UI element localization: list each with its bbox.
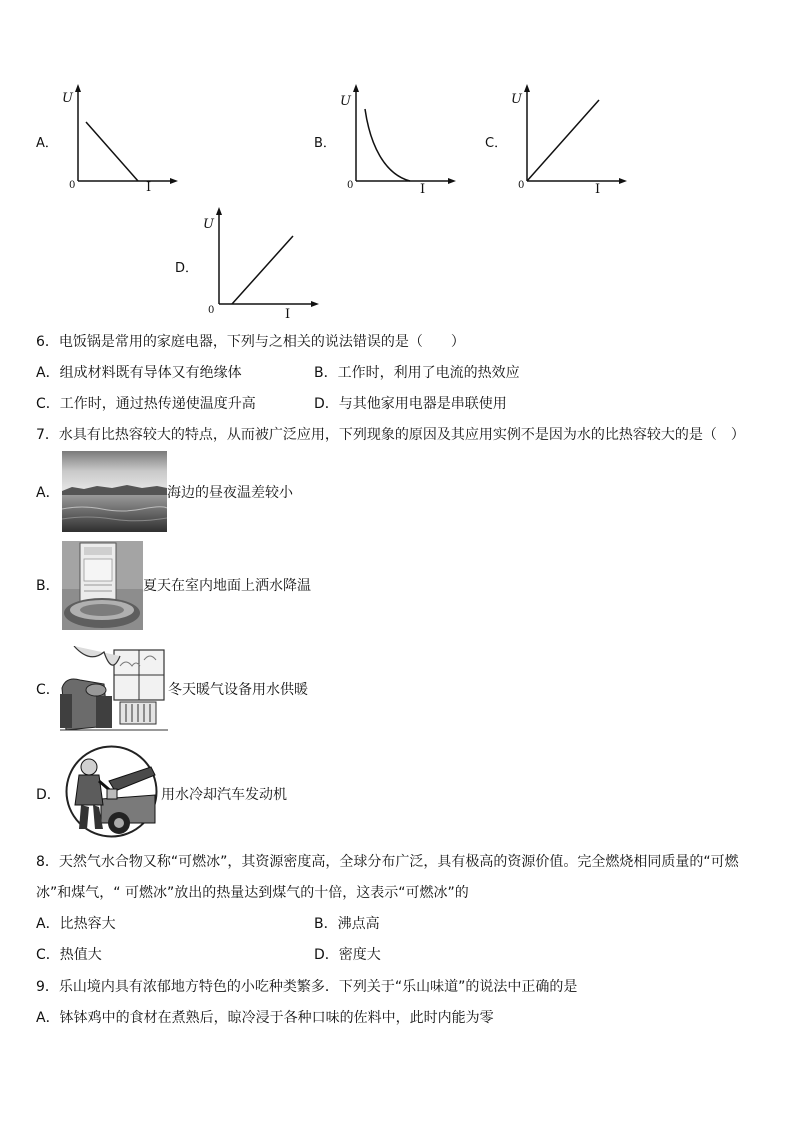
graph-a-line [86,122,138,181]
graph-b-x-label: I [420,182,426,197]
q6-option-a: A．组成材料既有导体又有绝缘体 [36,365,242,381]
graph-a-y-label: U [62,91,73,106]
q7-option-c-text: 冬天暖气设备用水供暖 [168,682,308,698]
q7-option-a-letter: A． [36,485,60,501]
q6-option-d: D．与其他家用电器是串联使用 [314,396,507,412]
graph-c-line [527,100,599,181]
q8-stem-line1: 8．天然气水合物又称“可燃冰”，其资源密度高，全球分布广泛，具有极高的资源价值。完全燃烧相同质量的“可燃 [36,854,739,870]
graph-d-origin: 0 [208,305,215,316]
q7-option-c-letter: C． [36,682,60,698]
q8-option-b: B．沸点高 [314,916,380,932]
q7-option-a-text: 海边的昼夜温差较小 [167,485,293,501]
q7-option-b-text: 夏天在室内地面上洒水降温 [143,578,311,594]
graph-b-plot [344,84,464,188]
graph-d-y-label: U [203,217,214,232]
graph-b [314,84,464,196]
q6-option-b: B．工作时，利用了电流的热效应 [314,365,520,381]
q7-option-d-text: 用水冷却汽车发动机 [161,787,287,803]
graph-c-y-label: U [511,92,522,107]
graph-d-letter: D． [175,261,199,276]
graph-b-letter: B． [314,136,336,151]
q7-option-b-letter: B． [36,578,60,594]
q8-stem-line2: 冰”和煤气，“ 可燃冰”放出的热量达到煤气的十倍，这表示“可燃冰”的 [36,885,469,901]
graph-b-curve [365,109,410,181]
q8-option-c: C．热值大 [36,947,102,963]
q9-stem: 9．乐山境内具有浓郁地方特色的小吃种类繁多．下列关于“乐山味道”的说法中正确的是 [36,979,578,995]
graph-a [36,84,186,196]
graph-c-x-label: I [595,182,601,197]
graph-b-origin: 0 [347,180,354,191]
graph-a-origin: 0 [69,180,76,191]
graph-c [485,84,635,196]
graph-c-plot [515,84,635,188]
graph-d-plot [207,207,327,311]
seaside-photo [62,451,167,532]
graph-d [175,207,325,325]
graph-a-letter: A． [36,136,58,151]
q8-option-a: A．比热容大 [36,916,116,932]
graph-c-letter: C． [485,136,508,151]
q9-option-a: A．钵钵鸡中的食材在煮熟后，晾冷浸于各种口味的佐料中，此时内能为零 [36,1010,494,1026]
graph-a-x-label: I [146,180,152,195]
q6-stem: 6．电饭锅是常用的家庭电器，下列与之相关的说法错误的是（ ） [36,334,465,350]
q8-option-d: D．密度大 [314,947,381,963]
graph-b-y-label: U [340,94,351,109]
graph-a-plot [66,84,186,188]
graph-d-x-label: I [285,307,291,322]
graph-d-line [232,236,293,304]
graph-c-origin: 0 [518,180,525,191]
car-engine-drawing [63,745,160,838]
air-conditioner-basin-photo [62,541,143,630]
radiator-room-drawing [60,646,168,733]
q7-option-d-letter: D． [36,787,61,803]
q6-option-c: C．工作时，通过热传递使温度升高 [36,396,256,412]
q7-stem: 7．水具有比热容较大的特点，从而被广泛应用，下列现象的原因及其应用实例不是因为水的比热容较大的是（ ） [36,427,745,443]
